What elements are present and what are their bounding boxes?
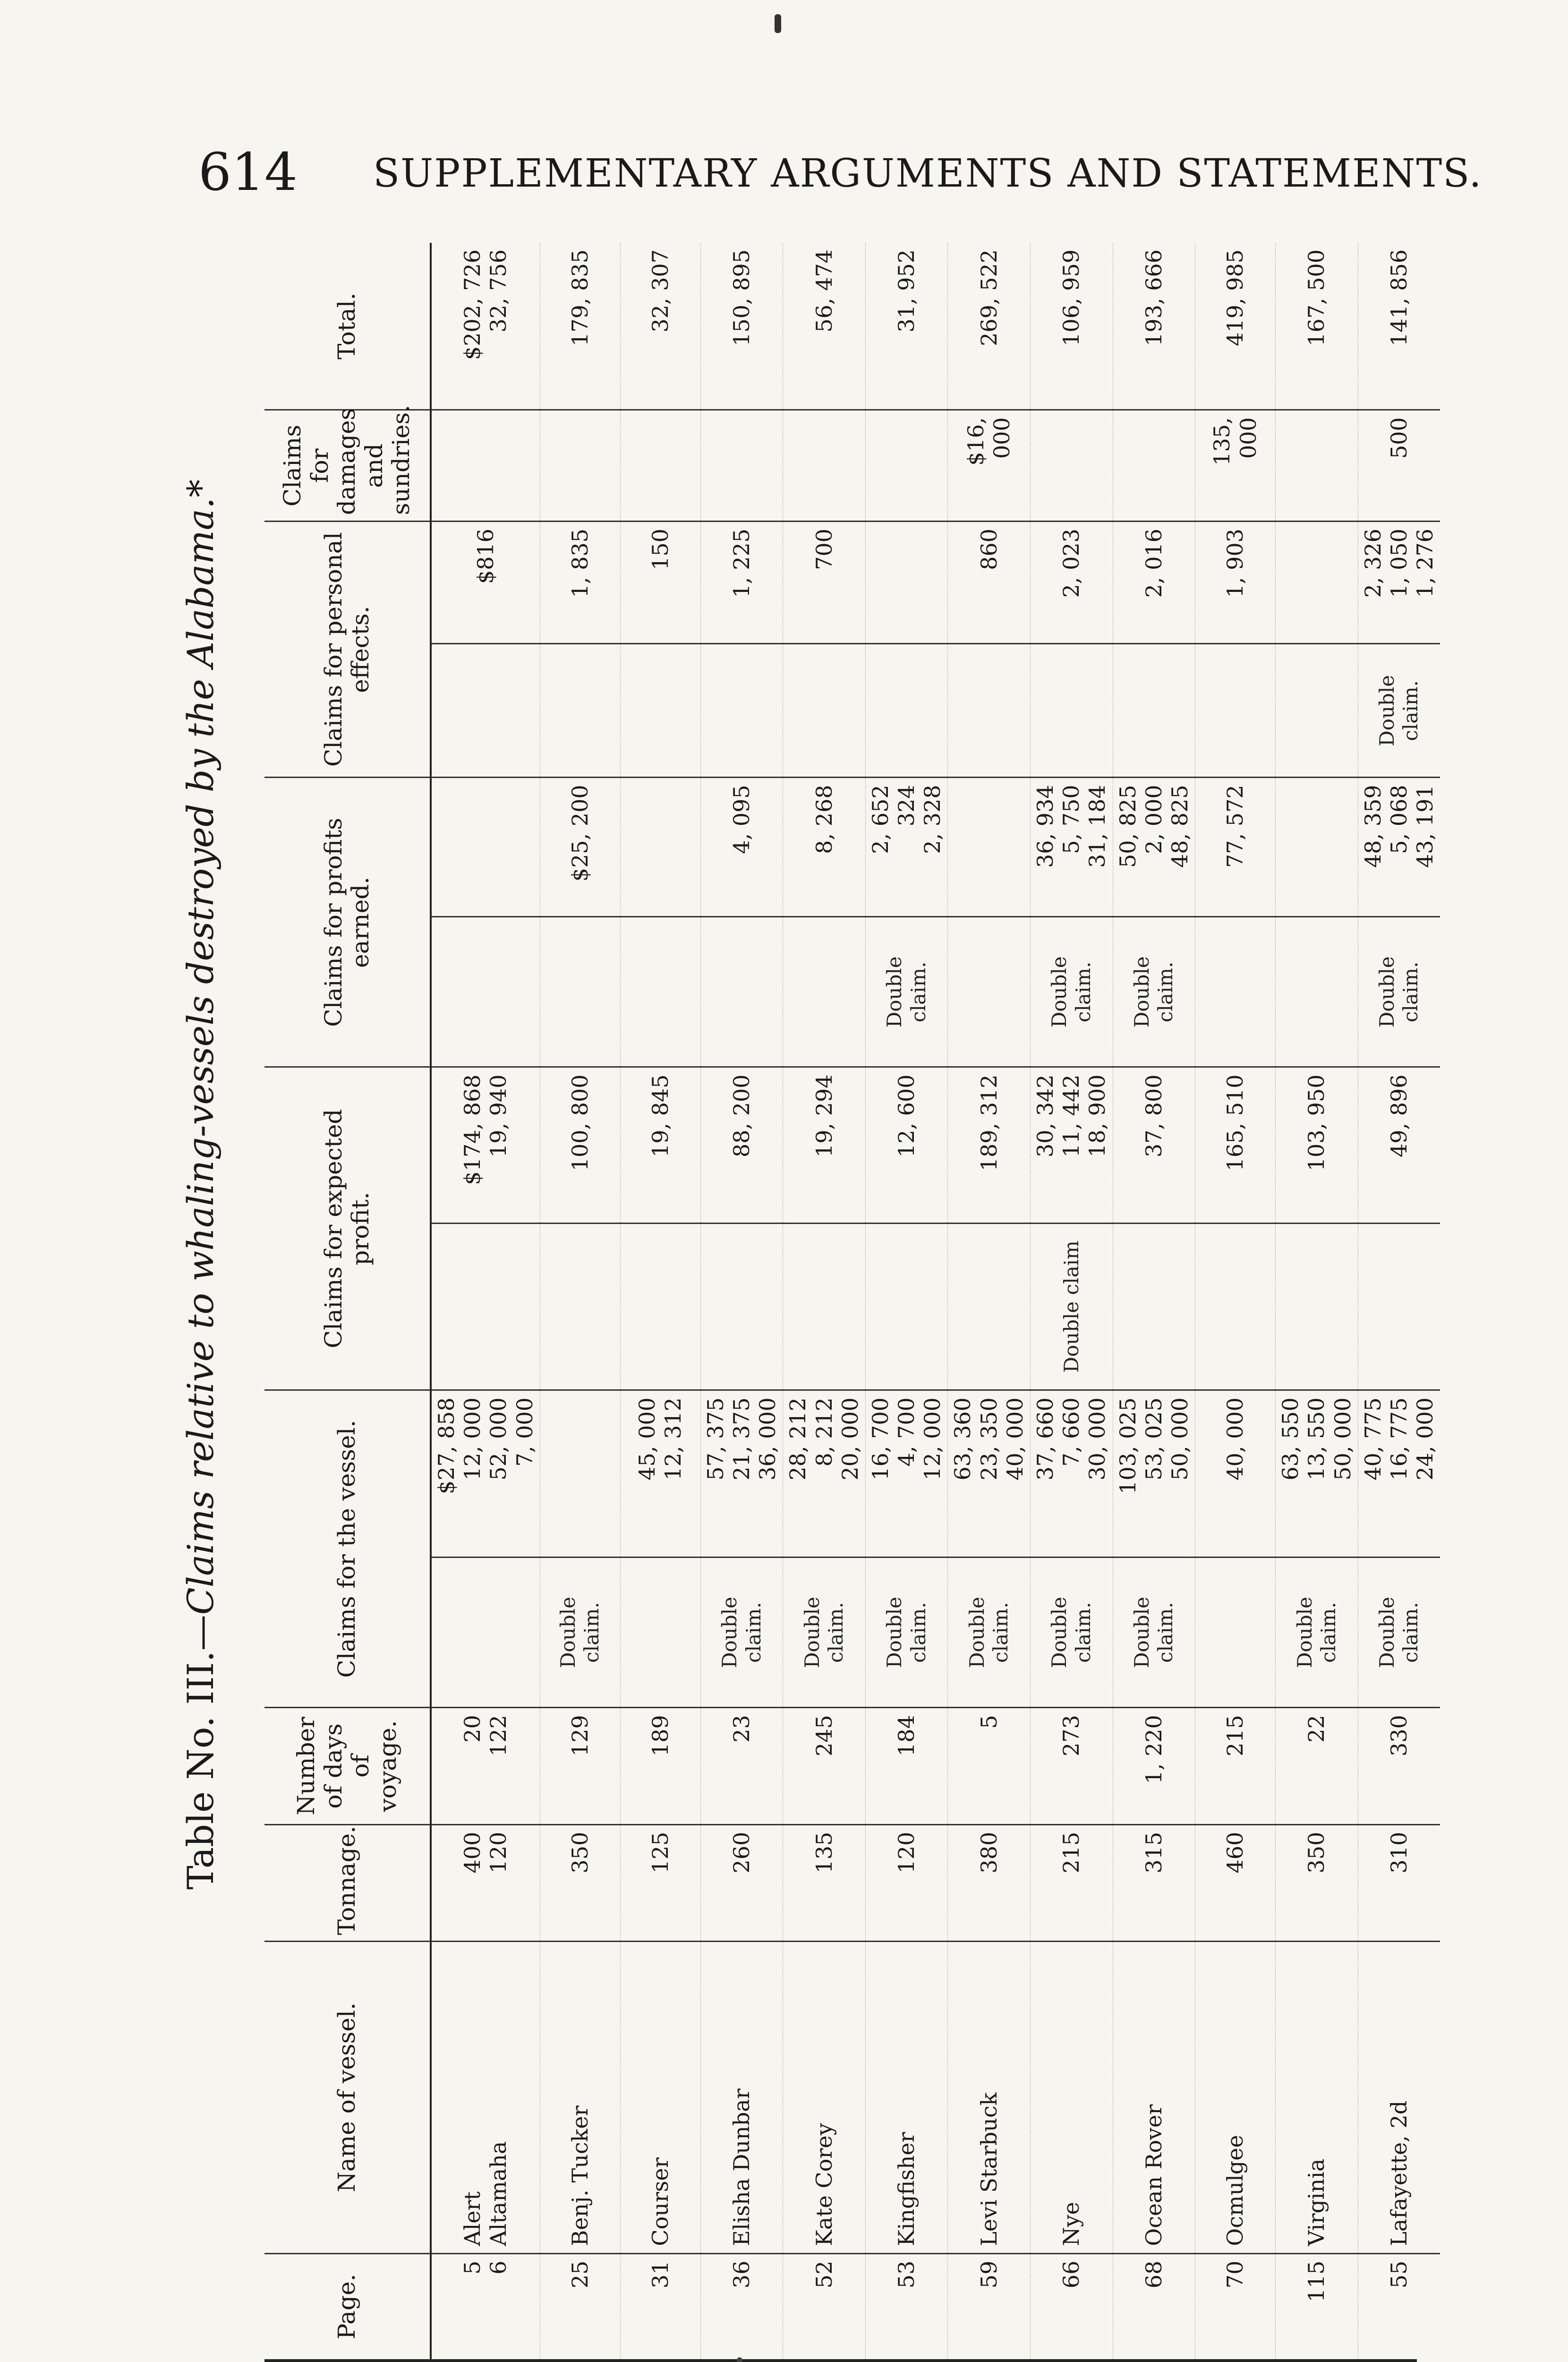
table-row: [431, 243, 540, 2359]
row-vessel-name: Courser: [620, 1942, 700, 2253]
claims-body: [431, 243, 1440, 2359]
col-days: Number of days of voyage.: [264, 1708, 431, 1825]
row-damages: [783, 410, 866, 522]
row-total: 150, 895: [700, 243, 783, 410]
row-personal-note: [1031, 644, 1113, 778]
row-vessel-note: Double claim.: [1276, 1557, 1358, 1707]
row-days: 129: [540, 1708, 620, 1825]
row-page: 53: [865, 2253, 948, 2359]
row-tonnage: 125: [620, 1824, 700, 1942]
row-expected-profit: 88, 200: [700, 1067, 783, 1223]
row-vessel-claim: 16, 700 4, 700 12, 000: [865, 1390, 948, 1558]
row-personal-effects: $816: [431, 522, 540, 644]
table-row: [700, 243, 783, 2359]
row-page: 25: [540, 2253, 620, 2359]
row-earned-note: Double claim.: [865, 917, 948, 1067]
row-earned-note: [1276, 917, 1358, 1067]
row-profits-earned: 77, 572: [1195, 778, 1276, 917]
table-row: [1276, 243, 1358, 2359]
row-tonnage: 400 120: [431, 1824, 540, 1942]
row-vessel-name: Kingfisher: [865, 1942, 948, 2253]
row-damages: [1031, 410, 1113, 522]
col-vessel-name: Name of vessel.: [264, 1942, 431, 2253]
row-tonnage: 120: [865, 1824, 948, 1942]
row-total: 31, 952: [865, 243, 948, 410]
row-expected-profit: 103, 950: [1276, 1067, 1358, 1223]
row-vessel-name: Lafayette, 2d: [1358, 1942, 1440, 2253]
row-vessel-name: Benj. Tucker: [540, 1942, 620, 2253]
row-tonnage: 460: [1195, 1824, 1276, 1942]
row-earned-note: [540, 917, 620, 1067]
row-tonnage: 260: [700, 1824, 783, 1942]
row-personal-note: [431, 644, 540, 778]
row-damages: 135, 000: [1195, 410, 1276, 522]
row-total: 193, 666: [1113, 243, 1195, 410]
claims-table-frame: [264, 243, 1438, 2362]
row-expected-note: [1276, 1223, 1358, 1390]
page-header: [0, 0, 1568, 246]
row-personal-effects: 2, 023: [1031, 522, 1113, 644]
row-personal-effects: 1, 225: [700, 522, 783, 644]
row-profits-earned: 8, 268: [783, 778, 866, 917]
row-page: 5 6: [431, 2253, 540, 2359]
row-profits-earned: [431, 778, 540, 917]
row-expected-note: [1358, 1223, 1440, 1390]
table-caption: [179, 479, 222, 1890]
row-expected-note: [1113, 1223, 1195, 1390]
row-days: 23: [700, 1708, 783, 1825]
row-expected-note: Double claim: [1031, 1223, 1113, 1390]
row-earned-note: [1195, 917, 1276, 1067]
col-damages: Claims for damages and sundries.: [264, 410, 431, 522]
row-personal-effects: [865, 522, 948, 644]
row-personal-note: [1195, 644, 1276, 778]
row-total: 141, 856: [1358, 243, 1440, 410]
row-profits-earned: 50, 825 2, 000 48, 825: [1113, 778, 1195, 917]
row-profits-earned: 2, 652 324 2, 328: [865, 778, 948, 917]
row-days: 5: [948, 1708, 1031, 1825]
row-total: 269, 522: [948, 243, 1031, 410]
row-personal-note: [620, 644, 700, 778]
row-days: 273: [1031, 1708, 1113, 1825]
row-vessel-note: Double claim.: [865, 1557, 948, 1707]
row-tonnage: 315: [1113, 1824, 1195, 1942]
row-vessel-name: Ocmulgee: [1195, 1942, 1276, 2253]
row-earned-note: [620, 917, 700, 1067]
row-personal-effects: 700: [783, 522, 866, 644]
row-vessel-note: Double claim.: [1031, 1557, 1113, 1707]
row-vessel-note: Double claim.: [700, 1557, 783, 1707]
row-page: 59: [948, 2253, 1031, 2359]
row-page: 66: [1031, 2253, 1113, 2359]
row-vessel-name: Kate Corey: [783, 1942, 866, 2253]
row-vessel-claim: 63, 550 13, 550 50, 000: [1276, 1390, 1358, 1558]
row-earned-note: [700, 917, 783, 1067]
row-page: 52: [783, 2253, 866, 2359]
row-expected-profit: 165, 510: [1195, 1067, 1276, 1223]
row-days: 245: [783, 1708, 866, 1825]
row-damages: [540, 410, 620, 522]
table-row: [1358, 243, 1440, 2359]
col-expected-profit: Claims for expected profit.: [264, 1067, 431, 1390]
row-expected-profit: 37, 800: [1113, 1067, 1195, 1223]
table-row: [1113, 243, 1195, 2359]
row-damages: [700, 410, 783, 522]
row-vessel-claim: 40, 775 16, 775 24, 000: [1358, 1390, 1440, 1558]
page-number: 614: [198, 142, 298, 202]
row-page: 68: [1113, 2253, 1195, 2359]
row-personal-note: Double claim.: [1358, 644, 1440, 778]
ink-mark: [737, 2357, 742, 2362]
row-vessel-claim: 57, 375 21, 375 36, 000: [700, 1390, 783, 1558]
row-tonnage: 310: [1358, 1824, 1440, 1942]
running-head: SUPPLEMENTARY ARGUMENTS AND STATEMENTS.: [373, 151, 1483, 196]
row-tonnage: 350: [1276, 1824, 1358, 1942]
row-personal-effects: 1, 835: [540, 522, 620, 644]
row-damages: $16, 000: [948, 410, 1031, 522]
row-personal-note: [540, 644, 620, 778]
row-expected-profit: 30, 342 11, 442 18, 900: [1031, 1067, 1113, 1223]
caption-footnote-mark: *: [179, 479, 222, 497]
row-personal-note: [783, 644, 866, 778]
table-row: [620, 243, 700, 2359]
row-days: 189: [620, 1708, 700, 1825]
row-total: $202, 726 32, 756: [431, 243, 540, 410]
row-vessel-note: [431, 1557, 540, 1707]
table-row: [1195, 243, 1276, 2359]
row-earned-note: [948, 917, 1031, 1067]
row-profits-earned: 4, 095: [700, 778, 783, 917]
row-vessel-note: Double claim.: [948, 1557, 1031, 1707]
row-personal-note: [1113, 644, 1195, 778]
row-vessel-note: [1195, 1557, 1276, 1707]
row-expected-note: [865, 1223, 948, 1390]
header-row: [264, 243, 431, 2359]
row-personal-effects: 2, 326 1, 050 1, 276: [1358, 522, 1440, 644]
row-expected-note: [620, 1223, 700, 1390]
row-expected-profit: 19, 845: [620, 1067, 700, 1223]
row-vessel-claim: 45, 000 12, 312: [620, 1390, 700, 1558]
row-personal-effects: 860: [948, 522, 1031, 644]
row-days: 330: [1358, 1708, 1440, 1825]
row-vessel-name: Ocean Rover: [1113, 1942, 1195, 2253]
col-tonnage: Tonnage.: [264, 1824, 431, 1942]
row-total: 106, 959: [1031, 243, 1113, 410]
row-vessel-note: Double claim.: [1358, 1557, 1440, 1707]
claims-table: [264, 243, 1440, 2359]
row-vessel-claim: 37, 660 7, 660 30, 000: [1031, 1390, 1113, 1558]
row-vessel-claim: 103, 025 53, 025 50, 000: [1113, 1390, 1195, 1558]
col-page: Page.: [264, 2253, 431, 2359]
row-vessel-claim: $27, 858 12, 000 52, 000 7, 000: [431, 1390, 540, 1558]
row-vessel-claim: 63, 360 23, 350 40, 000: [948, 1390, 1031, 1558]
row-expected-profit: 19, 294: [783, 1067, 866, 1223]
row-tonnage: 380: [948, 1824, 1031, 1942]
row-page: 31: [620, 2253, 700, 2359]
row-earned-note: [431, 917, 540, 1067]
row-total: 167, 500: [1276, 243, 1358, 410]
row-damages: [620, 410, 700, 522]
row-expected-note: [540, 1223, 620, 1390]
row-vessel-name: Virginia: [1276, 1942, 1358, 2253]
row-expected-profit: 49, 896: [1358, 1067, 1440, 1223]
row-days: 22: [1276, 1708, 1358, 1825]
row-personal-effects: 2, 016: [1113, 522, 1195, 644]
row-profits-earned: [1276, 778, 1358, 917]
row-days: 1, 220: [1113, 1708, 1195, 1825]
row-expected-note: [948, 1223, 1031, 1390]
row-damages: [865, 410, 948, 522]
row-earned-note: Double claim.: [1031, 917, 1113, 1067]
row-profits-earned: 48, 359 5, 068 43, 191: [1358, 778, 1440, 917]
row-earned-note: Double claim.: [1113, 917, 1195, 1067]
row-damages: [1276, 410, 1358, 522]
row-damages: [431, 410, 540, 522]
row-page: 55: [1358, 2253, 1440, 2359]
row-vessel-note: Double claim.: [783, 1557, 866, 1707]
col-personal-effects: Claims for personal effects.: [264, 522, 431, 778]
row-expected-note: [700, 1223, 783, 1390]
row-personal-effects: [1276, 522, 1358, 644]
row-page: 70: [1195, 2253, 1276, 2359]
row-total: 179, 835: [540, 243, 620, 410]
row-expected-note: [1195, 1223, 1276, 1390]
row-expected-profit: 189, 312: [948, 1067, 1031, 1223]
row-tonnage: 350: [540, 1824, 620, 1942]
row-vessel-claim: [540, 1390, 620, 1558]
row-days: 215: [1195, 1708, 1276, 1825]
row-profits-earned: [948, 778, 1031, 917]
row-earned-note: [783, 917, 866, 1067]
col-vessel-claims: Claims for the vessel.: [264, 1390, 431, 1708]
row-page: 115: [1276, 2253, 1358, 2359]
row-vessel-name: Levi Starbuck: [948, 1942, 1031, 2253]
row-page: 36: [700, 2253, 783, 2359]
row-tonnage: 215: [1031, 1824, 1113, 1942]
row-damages: [1113, 410, 1195, 522]
row-expected-note: [431, 1223, 540, 1390]
caption-prefix: Table No. III.—: [179, 1615, 222, 1890]
row-personal-effects: 1, 903: [1195, 522, 1276, 644]
row-vessel-note: Double claim.: [1113, 1557, 1195, 1707]
table-row: [1031, 243, 1113, 2359]
row-vessel-name: Alert Altamaha: [431, 1942, 540, 2253]
col-profits-earned: Claims for profits earned.: [264, 778, 431, 1067]
row-personal-note: [948, 644, 1031, 778]
row-expected-profit: $174, 868 19, 940: [431, 1067, 540, 1223]
row-total: 32, 307: [620, 243, 700, 410]
row-vessel-note: [620, 1557, 700, 1707]
row-vessel-claim: 28, 212 8, 212 20, 000: [783, 1390, 866, 1558]
row-profits-earned: $25, 200: [540, 778, 620, 917]
row-vessel-name: Elisha Dunbar: [700, 1942, 783, 2253]
row-days: 20 122: [431, 1708, 540, 1825]
table-row: [865, 243, 948, 2359]
col-total: Total.: [264, 243, 431, 410]
row-personal-note: [865, 644, 948, 778]
row-total: 56, 474: [783, 243, 866, 410]
caption-title: Claims relative to whaling-vessels destroyed by the Alabama.: [179, 497, 222, 1615]
row-personal-effects: 150: [620, 522, 700, 644]
table-row: [540, 243, 620, 2359]
row-tonnage: 135: [783, 1824, 866, 1942]
row-expected-profit: 100, 800: [540, 1067, 620, 1223]
table-row: [783, 243, 866, 2359]
row-expected-note: [783, 1223, 866, 1390]
row-personal-note: [700, 644, 783, 778]
table-row: [948, 243, 1031, 2359]
row-damages: 500: [1358, 410, 1440, 522]
row-vessel-name: Nye: [1031, 1942, 1113, 2253]
row-personal-note: [1276, 644, 1358, 778]
row-total: 419, 985: [1195, 243, 1276, 410]
row-vessel-note: Double claim.: [540, 1557, 620, 1707]
row-earned-note: Double claim.: [1358, 917, 1440, 1067]
row-profits-earned: [620, 778, 700, 917]
row-expected-profit: 12, 600: [865, 1067, 948, 1223]
row-profits-earned: 36, 934 5, 750 31, 184: [1031, 778, 1113, 917]
row-days: 184: [865, 1708, 948, 1825]
row-vessel-claim: 40, 000: [1195, 1390, 1276, 1558]
